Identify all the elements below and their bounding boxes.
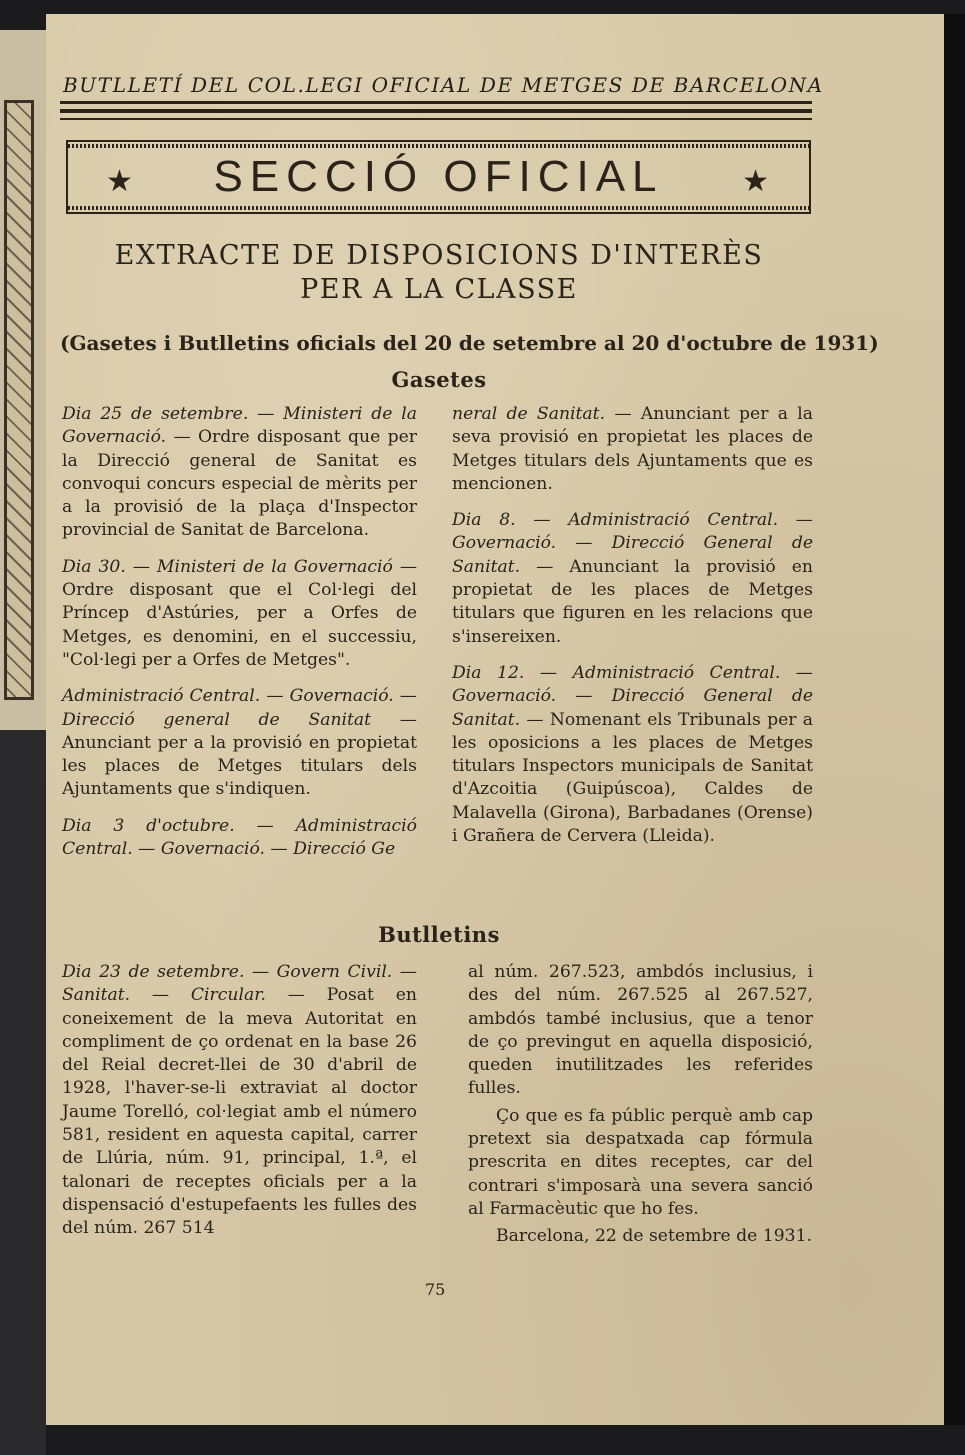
entry-paragraph [452,509,813,649]
headline-line-2: PER A LA CLASSE [300,274,578,305]
dark-background [0,730,46,1455]
adjacent-book-edge [0,30,46,1425]
banner-title: SECCIÓ OFICIAL [213,152,664,201]
gasetes-right-column [452,403,813,861]
page-right-edge [944,14,965,1425]
star-icon: ★ [106,164,133,199]
subtitle: (Gasetes i Butlletins oficials del 20 de setembre al 20 d'octubre de 1931) [60,331,879,355]
entry-lead: Administració Central. — Governació. — Direcció general de Sanitat [62,686,417,730]
entry-text: — Nomenant els Tribunals per a les oposicions a les places de Metges titulars Inspectors municipals de Sanitat d'Azcoitia (Guipúscoa), Caldes de Malavella (Girona), Barbadanes (Orense) i Grañera de Cervera (Lleida). [452,709,813,847]
entry-paragraph: al núm. 267.523, ambdós inclusius, i des del núm. 267.525 al 267.527, ambdós també inclusius, que a tenor de ço previngut en aquella disposició, queden inutilitzades les referides fulles. [468,962,813,1099]
section-banner [66,140,811,214]
header-rule [60,109,812,113]
entry-lead: Dia 12. — Administració Central. — Governació. — Direcció General de Sanitat. [452,662,813,730]
decorative-border-pattern [4,100,34,700]
star-icon: ★ [742,164,769,199]
entry-text: — Anunciant per a la seva provisió en propietat les places de Metges titulars dels Ajuntaments que es mencionen. [452,404,814,494]
entry-paragraph [62,403,417,543]
running-head: BUTLLETÍ DEL COL.LEGI OFICIAL DE METGES DE BARCELONA [63,73,824,97]
entry-paragraph [452,662,813,848]
header-rule [60,118,812,120]
entry-paragraph [452,403,813,496]
entry-lead: Dia 3 d'octubre. — Administració Central. — Governació. — Direcció Ge [62,815,417,860]
entry-paragraph [62,685,417,801]
entry-lead: Dia 25 de setembre. — Ministeri de la Governació. [62,404,417,448]
entry-paragraph [62,815,417,862]
entry-lead: Dia 8. — Administració Central. — Governació. — Direcció General de Sanitat. [452,510,813,577]
entry-lead: Dia 30. — Ministeri de la Governació [62,556,393,577]
entry-text: — Posat en coneixement de la meva Autoritat en compliment de ço ordenat en la base 26 del Reial decret-llei de 30 d'abril de 1928, l'haver-se-li extraviat al doctor Jaume Torelló, col·legiat amb el número 581, resident en aquesta capital, carrer de Llúria, núm. 91, principal, 1.ª, el talonari de receptes oficials per a la dispensació d'estupefaents les fulles des del núm. 267 514 [62,985,417,1239]
headline-line-1: EXTRACTE DE DISPOSICIONS D'INTERÈS [114,240,764,271]
entry-lead: Dia 23 de setembre. — Govern Civil. — Sanitat. — Circular. [62,962,417,1006]
entry-lead: neral de Sanitat. [452,404,606,424]
butlletins-left-column [62,961,417,1254]
entry-paragraph [62,961,417,1241]
header-rule [60,101,812,104]
entry-text: — Anunciant per a la provisió en propietat les places de Metges titulars dels Ajuntaments que s'indiquen. [62,709,417,800]
entry-paragraph [62,556,417,672]
entry-text: — Ordre disposant que per la Direcció general de Sanitat es convoqui concurs especial de mèrits per a la provisió de la plaça d'Inspector provincial de Sanitat de Barcelona. [62,427,417,541]
section-heading-gasetes: Gasetes [391,367,487,392]
page-number: 75 [425,1280,446,1299]
entry-paragraph: Ço que es fa públic perquè amb cap pretext sia despatxada cap fórmula prescrita en dites receptes, car del contrari s'imposarà una severa sanció al Farmacèutic que ho fes. [468,1105,813,1219]
gasetes-left-column [62,403,417,874]
butlletins-right-column [468,961,813,1262]
entry-text: — Ordre disposant que el Col·legi del Príncep d'Astúries, per a Orfes de Metges, es denomini, en el successiu, "Col·legi per a Orfes de Metges". [62,556,418,670]
entry-text: — Anunciant la provisió en propietat de les places de Metges titulars que figuren en les relacions que s'insereixen. [452,556,813,647]
section-heading-butlletins: Butlletins [378,922,500,947]
signature-date: Barcelona, 22 de setembre de 1931. [496,1226,813,1247]
